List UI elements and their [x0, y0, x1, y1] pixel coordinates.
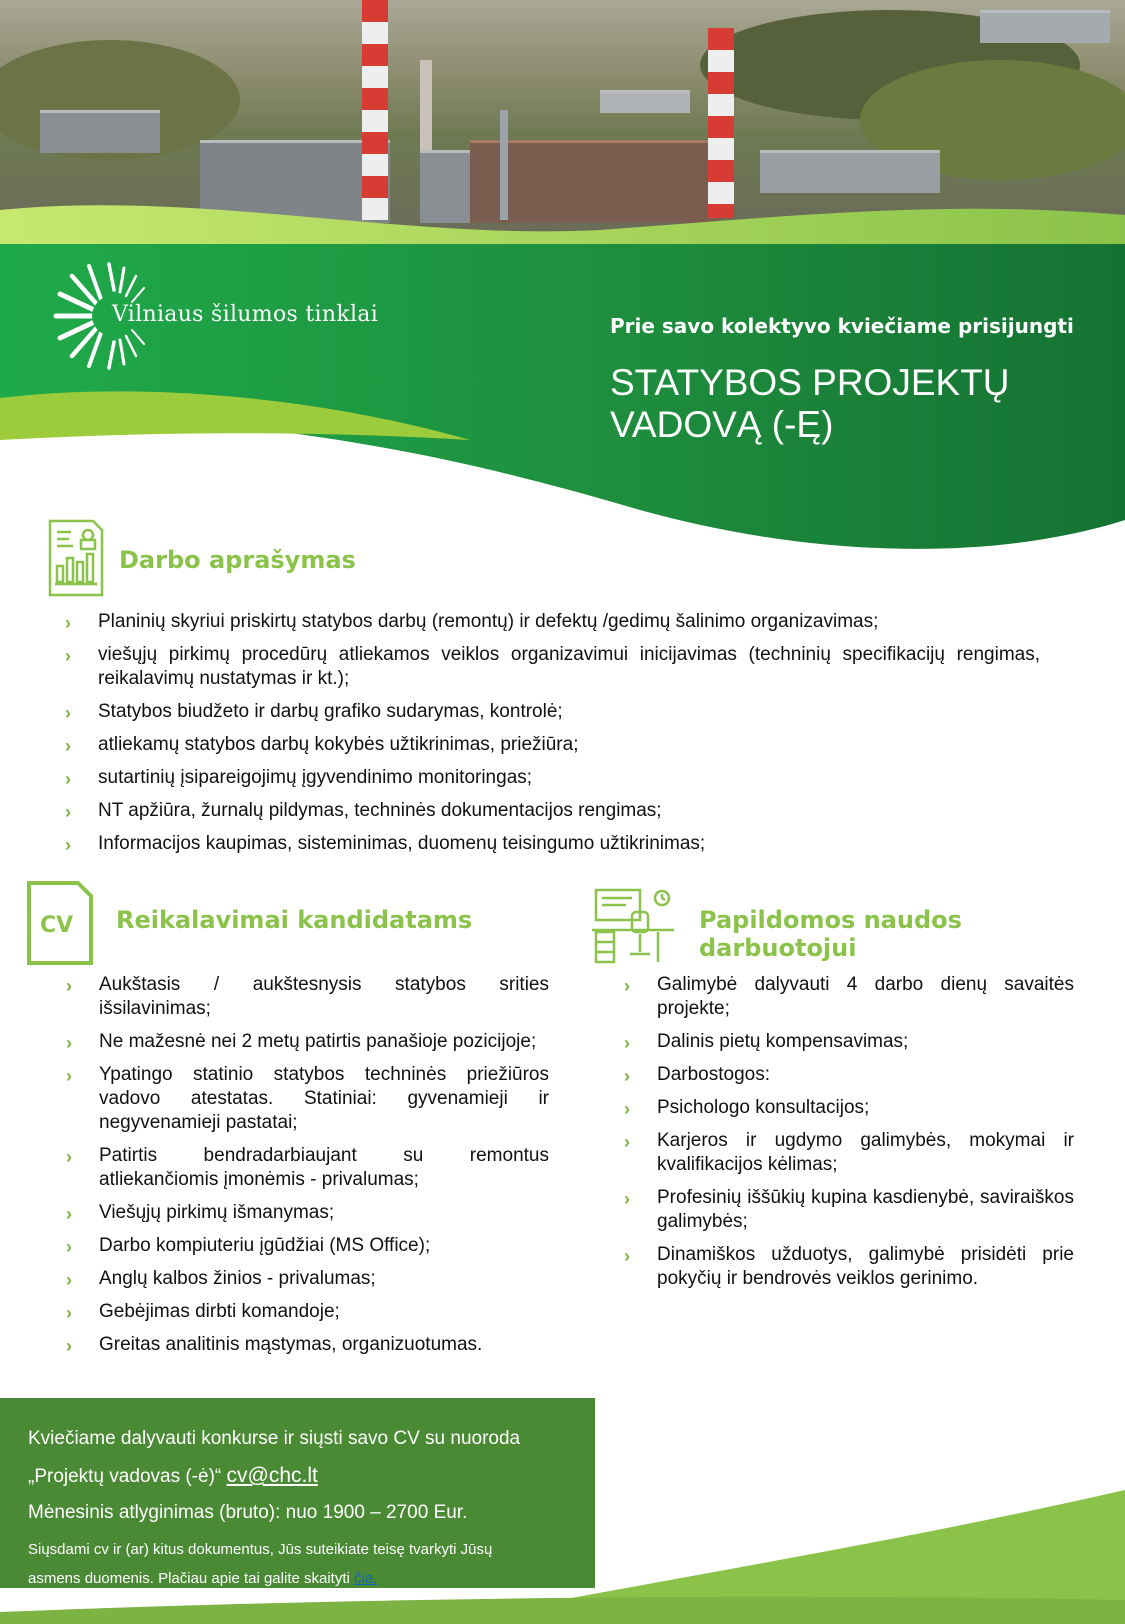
apply-reference: [28, 1464, 318, 1488]
list-item-text: NT apžiūra, žurnalų pildymas, techninės dokumentacijos rengimas;: [98, 800, 662, 821]
job-description-title: Darbo aprašymas: [119, 546, 356, 574]
list-item: [65, 700, 1040, 724]
list-item: [624, 973, 1074, 1021]
list-item-text: Statybos biudžeto ir darbų grafiko sudarymas, kontrolė;: [98, 701, 563, 722]
chevron-right-icon: ›: [66, 1204, 72, 1224]
reference-text: „Projektų vadovas (-ė)“: [28, 1466, 227, 1487]
list-item-text: Planinių skyriui priskirtų statybos darbų (remontų) ir defektų /gedimų šalinimo organizavimas;: [98, 611, 879, 632]
workspace-desk-icon: [592, 886, 674, 964]
list-item-text: Karjeros ir ugdymo galimybės, mokymai ir kvalifikacijos kėlimas;: [657, 1130, 1074, 1175]
list-item-text: Dalinis pietų kompensavimas;: [657, 1031, 909, 1052]
list-item: [66, 1144, 549, 1192]
brand-name: Vilniaus šilumos tinklai: [112, 302, 379, 327]
chevron-right-icon: ›: [66, 1303, 72, 1323]
chevron-right-icon: ›: [66, 1237, 72, 1257]
list-item: [66, 1030, 549, 1054]
list-item-text: sutartinių įsipareigojimų įgyvendinimo monitoringas;: [98, 767, 533, 788]
chevron-right-icon: ›: [624, 1246, 630, 1266]
job-title: [610, 362, 1080, 446]
list-item: [65, 733, 1040, 757]
chevron-right-icon: ›: [624, 1132, 630, 1152]
list-item-text: Galimybė dalyvauti 4 darbo dienų savaitės projekte;: [657, 974, 1074, 1019]
chevron-right-icon: ›: [65, 613, 71, 633]
job-title-line1: STATYBOS PROJEKTŲ: [610, 362, 1010, 403]
benefits-title: Papildomos naudos darbuotojui: [699, 906, 962, 962]
list-item: [624, 1186, 1074, 1234]
list-item: [66, 1063, 549, 1135]
benefits-list: [624, 973, 1074, 1300]
list-item: [624, 1030, 1074, 1054]
list-item: [65, 766, 1040, 790]
privacy-text-prefix: asmens duomenis. Plačiau apie tai galite skaityti: [28, 1570, 355, 1587]
list-item: [65, 610, 1040, 634]
requirements-list: [66, 973, 549, 1366]
requirements-title: Reikalavimai kandidatams: [116, 906, 473, 934]
chevron-right-icon: ›: [624, 1099, 630, 1119]
list-item: [624, 1096, 1074, 1120]
list-item-text: Anglų kalbos žinios - privalumas;: [99, 1268, 376, 1289]
list-item: [66, 1234, 549, 1258]
privacy-text-line2: [28, 1570, 377, 1587]
chevron-right-icon: ›: [624, 1066, 630, 1086]
list-item-text: Psichologo konsultacijos;: [657, 1097, 870, 1118]
list-item-text: Gebėjimas dirbti komandoje;: [99, 1301, 340, 1322]
chevron-right-icon: ›: [65, 835, 71, 855]
list-item-text: Patirtis bendradarbiaujant su remontus atliekančiomis įmonėmis - privalumas;: [99, 1145, 549, 1190]
list-item: [66, 1333, 549, 1357]
cv-icon-label: CV: [40, 913, 74, 938]
list-item-text: Aukštasis / aukštesnysis statybos srities išsilavinimas;: [99, 974, 549, 1019]
chevron-right-icon: ›: [65, 736, 71, 756]
chevron-right-icon: ›: [624, 1189, 630, 1209]
list-item-text: Ne mažesnė nei 2 metų patirtis panašioje pozicijoje;: [99, 1031, 537, 1052]
job-title-line2: VADOVĄ (-Ę): [610, 404, 834, 445]
list-item-text: Darbostogos:: [657, 1064, 771, 1085]
list-item-text: viešųjų pirkimų procedūrų atliekamos veiklos organizavimui inicijavimas (techninių specifikacijų rengimas, reikalavimų nustatymas ir kt.);: [98, 644, 1040, 689]
chevron-right-icon: ›: [66, 1147, 72, 1167]
list-item-text: Dinamiškos užduotys, galimybė prisidėti prie pokyčių ir bendrovės veiklos gerinimo.: [657, 1244, 1074, 1289]
chevron-right-icon: ›: [66, 1033, 72, 1053]
list-item-text: atliekamų statybos darbų kokybės užtikrinimas, priežiūra;: [98, 734, 579, 755]
salary-text: Mėnesinis atlyginimas (bruto): nuo 1900 – 2700 Eur.: [28, 1502, 468, 1523]
list-item-text: Profesinių iššūkių kupina kasdienybė, saviraiškos galimybės;: [657, 1187, 1074, 1232]
invite-text: Prie savo kolektyvo kviečiame prisijungti: [610, 314, 1074, 338]
list-item: [624, 1129, 1074, 1177]
list-item: [66, 1267, 549, 1291]
chevron-right-icon: ›: [66, 976, 72, 996]
list-item: [624, 1243, 1074, 1291]
application-box: [0, 1398, 595, 1588]
chevron-right-icon: ›: [66, 1336, 72, 1356]
list-item: [65, 832, 1040, 856]
job-description-list: [65, 610, 1040, 865]
list-item: [66, 973, 549, 1021]
chevron-right-icon: ›: [65, 646, 71, 666]
chevron-right-icon: ›: [65, 802, 71, 822]
chevron-right-icon: ›: [66, 1066, 72, 1086]
chevron-right-icon: ›: [65, 703, 71, 723]
list-item-text: Darbo kompiuteriu įgūdžiai (MS Office);: [99, 1235, 431, 1256]
list-item: [624, 1063, 1074, 1087]
chevron-right-icon: ›: [65, 769, 71, 789]
chevron-right-icon: ›: [624, 976, 630, 996]
email-link[interactable]: cv@chc.lt: [226, 1464, 318, 1487]
privacy-link[interactable]: čia.: [354, 1570, 378, 1587]
document-chart-icon: [47, 518, 105, 598]
list-item-text: Greitas analitinis mąstymas, organizuotumas.: [99, 1334, 483, 1355]
list-item: [66, 1201, 549, 1225]
list-item: [65, 799, 1040, 823]
chevron-right-icon: ›: [66, 1270, 72, 1290]
privacy-text-line1: Siųsdami cv ir (ar) kitus dokumentus, Jūs suteikiate teisę tvarkyti Jūsų: [28, 1541, 493, 1558]
list-item-text: Informacijos kaupimas, sisteminimas, duomenų teisingumo užtikrinimas;: [98, 833, 706, 854]
list-item: [65, 643, 1040, 691]
list-item-text: Viešųjų pirkimų išmanymas;: [99, 1202, 335, 1223]
chevron-right-icon: ›: [624, 1033, 630, 1053]
cv-icon: [26, 880, 94, 966]
apply-instructions: Kviečiame dalyvauti konkurse ir siųsti savo CV su nuoroda: [28, 1428, 521, 1449]
list-item-text: Ypatingo statinio statybos techninės priežiūros vadovo atestatas. Statiniai: gyvenamieji ir negyvenamieji pastatai;: [99, 1064, 549, 1133]
list-item: [66, 1300, 549, 1324]
